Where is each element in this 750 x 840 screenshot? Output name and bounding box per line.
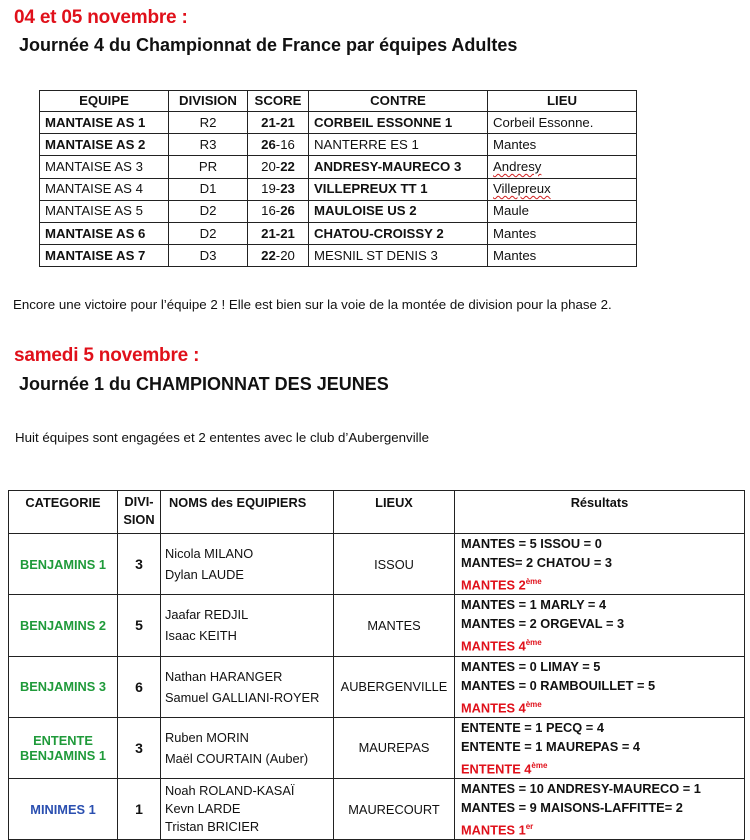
score-cell: 20-22 <box>248 156 309 178</box>
lieu-cell: AUBERGENVILLE <box>334 656 455 717</box>
ranking: MANTES 2ème <box>461 577 542 593</box>
lieu-cell: MAURECOURT <box>334 779 455 840</box>
lieu-cell: Andresy <box>488 156 637 178</box>
table-row <box>40 200 637 222</box>
names-cell: Noah ROLAND-KASAÏ Kevn LARDE Tristan BRICIER <box>161 779 334 840</box>
ranking: MANTES 4ème <box>461 638 542 654</box>
table-row <box>40 156 637 178</box>
section1-date: 04 et 05 novembre : <box>14 7 188 28</box>
ranking: ENTENTE 4ème <box>461 760 548 777</box>
table-header-row <box>9 491 745 534</box>
division-cell: R2 <box>169 112 248 134</box>
division-cell: D2 <box>169 222 248 244</box>
results-cell: MANTES = 5 ISSOU = 0 MANTES= 2 CHATOU = 3 MANTES 2ème <box>455 534 745 595</box>
table-row <box>40 134 637 156</box>
equipe-cell: MANTAISE AS 5 <box>40 200 169 222</box>
ranking: MANTES 1er <box>461 822 534 838</box>
header-lieux: LIEUX <box>334 491 455 534</box>
contre-cell: ANDRESY-MAURECO 3 <box>309 156 488 178</box>
table-row <box>9 779 745 840</box>
division-cell: 1 <box>118 779 161 840</box>
division-cell: D3 <box>169 245 248 267</box>
header-division: DIVI- SION <box>118 491 161 534</box>
equipe-cell: MANTAISE AS 6 <box>40 222 169 244</box>
results-cell: MANTES = 1 MARLY = 4 MANTES = 2 ORGEVAL = 3 MANTES 4ème <box>455 595 745 656</box>
header-division: DIVISION <box>169 91 248 112</box>
division-cell: 5 <box>118 595 161 656</box>
header-contre: CONTRE <box>309 91 488 112</box>
names-cell: Nicola MILANO Dylan LAUDE <box>161 534 334 595</box>
table-row <box>40 178 637 200</box>
names-cell: Jaafar REDJIL Isaac KEITH <box>161 595 334 656</box>
names-cell: Nathan HARANGER Samuel GALLIANI-ROYER <box>161 656 334 717</box>
contre-cell: VILLEPREUX TT 1 <box>309 178 488 200</box>
categorie-cell: ENTENTE BENJAMINS 1 <box>9 717 118 778</box>
lieu-cell: Mantes <box>488 245 637 267</box>
contre-cell: NANTERRE ES 1 <box>309 134 488 156</box>
equipe-cell: MANTAISE AS 3 <box>40 156 169 178</box>
header-equipe: EQUIPE <box>40 91 169 112</box>
header-resultats: Résultats <box>455 491 745 534</box>
contre-cell: MESNIL ST DENIS 3 <box>309 245 488 267</box>
results-cell: ENTENTE = 1 PECQ = 4 ENTENTE = 1 MAUREPAS = 4 ENTENTE 4ème <box>455 717 745 778</box>
contre-cell: CHATOU-CROISSY 2 <box>309 222 488 244</box>
lieu-cell: Mantes <box>488 222 637 244</box>
division-cell: PR <box>169 156 248 178</box>
names-cell: Ruben MORIN Maël COURTAIN (Auber) <box>161 717 334 778</box>
equipe-cell: MANTAISE AS 1 <box>40 112 169 134</box>
lieu-cell: Villepreux <box>488 178 637 200</box>
categorie-cell: BENJAMINS 1 <box>9 534 118 595</box>
division-cell: D1 <box>169 178 248 200</box>
score-cell: 21-21 <box>248 222 309 244</box>
score-cell: 26-16 <box>248 134 309 156</box>
header-lieu: LIEU <box>488 91 637 112</box>
categorie-cell: BENJAMINS 2 <box>9 595 118 656</box>
equipe-cell: MANTAISE AS 2 <box>40 134 169 156</box>
lieu-cell: Maule <box>488 200 637 222</box>
section1-title: Journée 4 du Championnat de France par équipes Adultes <box>19 35 518 55</box>
lieu-cell: MANTES <box>334 595 455 656</box>
score-cell: 21-21 <box>248 112 309 134</box>
header-categorie: CATEGORIE <box>9 491 118 534</box>
table-row <box>40 245 637 267</box>
division-cell: 3 <box>118 534 161 595</box>
score-cell: 16-26 <box>248 200 309 222</box>
table-row <box>40 222 637 244</box>
categorie-cell: BENJAMINS 3 <box>9 656 118 717</box>
section2-date: samedi 5 novembre : <box>14 345 200 366</box>
equipe-cell: MANTAISE AS 7 <box>40 245 169 267</box>
equipe-cell: MANTAISE AS 4 <box>40 178 169 200</box>
table-row <box>9 534 745 595</box>
header-noms: NOMS des EQUIPIERS <box>161 491 334 534</box>
lieu-cell: MAUREPAS <box>334 717 455 778</box>
adult-results-table <box>39 90 637 267</box>
score-cell: 22-20 <box>248 245 309 267</box>
contre-cell: CORBEIL ESSONNE 1 <box>309 112 488 134</box>
header-score: SCORE <box>248 91 309 112</box>
lieu-cell: ISSOU <box>334 534 455 595</box>
lieu-cell: Corbeil Essonne. <box>488 112 637 134</box>
results-cell: MANTES = 10 ANDRESY-MAURECO = 1 MANTES = 9 MAISONS-LAFFITTE= 2 MANTES 1er <box>455 779 745 840</box>
ranking: MANTES 4ème <box>461 699 542 715</box>
youth-results-table <box>8 490 745 840</box>
division-cell: D2 <box>169 200 248 222</box>
table-row <box>9 595 745 656</box>
division-cell: 6 <box>118 656 161 717</box>
section1-comment: Encore une victoire pour l’équipe 2 ! Elle est bien sur la voie de la montée de division pour la phase 2. <box>13 297 612 312</box>
categorie-cell: MINIMES 1 <box>9 779 118 840</box>
division-cell: 3 <box>118 717 161 778</box>
table-row <box>9 656 745 717</box>
section2-intro: Huit équipes sont engagées et 2 ententes avec le club d’Aubergenville <box>15 430 429 445</box>
contre-cell: MAULOISE US 2 <box>309 200 488 222</box>
table-row <box>40 112 637 134</box>
table-row <box>9 717 745 778</box>
section2-title: Journée 1 du CHAMPIONNAT DES JEUNES <box>19 374 389 394</box>
results-cell: MANTES = 0 LIMAY = 5 MANTES = 0 RAMBOUILLET = 5 MANTES 4ème <box>455 656 745 717</box>
lieu-cell: Mantes <box>488 134 637 156</box>
score-cell: 19-23 <box>248 178 309 200</box>
table-header-row <box>40 91 637 112</box>
division-cell: R3 <box>169 134 248 156</box>
